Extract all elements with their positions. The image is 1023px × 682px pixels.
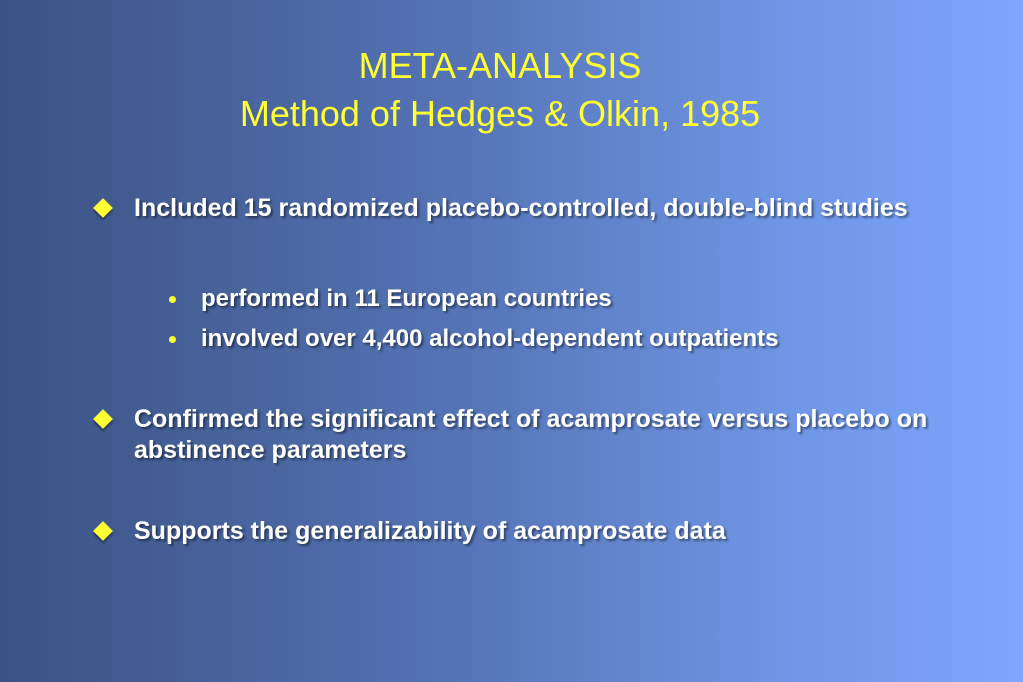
- diamond-icon: [93, 409, 113, 429]
- bullet-item: [94, 193, 944, 224]
- sub-bullet-item: [166, 324, 966, 354]
- bullet-item: [94, 404, 944, 466]
- bullet-text: Included 15 randomized placebo-controlled, double-blind studies: [134, 194, 908, 222]
- dot-icon: [169, 296, 176, 303]
- diamond-icon: [93, 521, 113, 541]
- sub-bullet-item: [166, 284, 966, 314]
- bullet-text: Supports the generalizability of acamprosate data: [134, 517, 726, 545]
- dot-icon: [169, 336, 176, 343]
- title-line-2: Method of Hedges & Olkin, 1985: [239, 93, 761, 134]
- slide-title: [0, 42, 1000, 138]
- bullet-text: Confirmed the significant effect of acamprosate versus placebo on abstinence parameters: [134, 405, 928, 464]
- sub-bullet-text: involved over 4,400 alcohol-dependent outpatients: [201, 325, 779, 352]
- bullet-item: [94, 516, 944, 547]
- title-line-1: META-ANALYSIS: [358, 45, 642, 86]
- sub-bullet-text: performed in 11 European countries: [201, 285, 612, 312]
- diamond-icon: [93, 198, 113, 218]
